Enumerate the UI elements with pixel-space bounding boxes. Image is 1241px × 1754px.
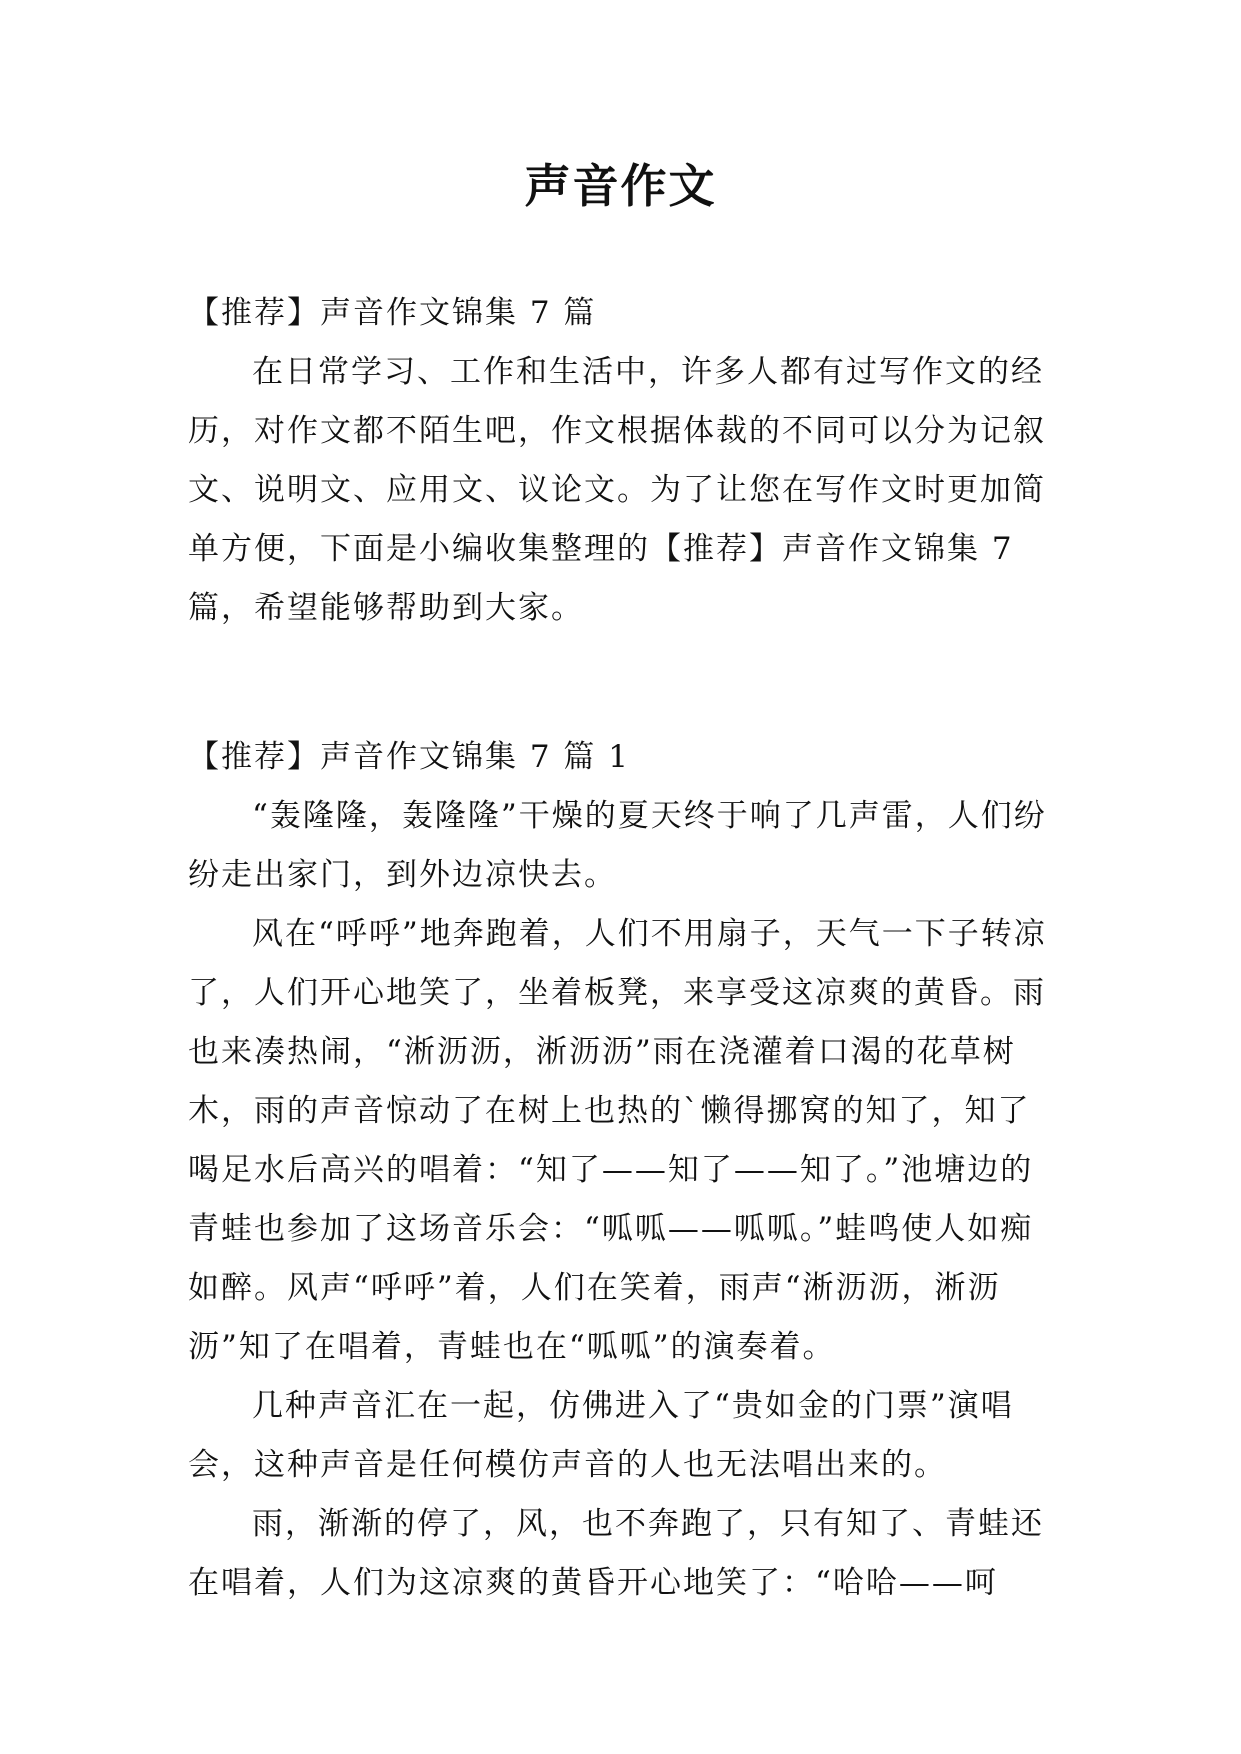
body-paragraph: 风在“呼呼”地奔跑着，人们不用扇子，天气一下子转凉了，人们开心地笑了，坐着板凳，来享受这凉爽的黄昏。雨也来凑热闹，“淅沥沥，淅沥沥”雨在浇灌着口渴的花草树木，雨的声音惊动了在树上也热的`懒得挪窝的知了，知了喝足水后高兴的唱着：“知了——知了——知了。”池塘边的青蛙也参加了这场音乐会：“呱呱——呱呱。”蛙鸣使人如痴如醉。风声“呼呼”着，人们在笑着，雨声“淅沥沥，淅沥沥”知了在唱着，青蛙也在“呱呱”的演奏着。 bbox=[188, 916, 1047, 1365]
body-paragraph: 几种声音汇在一起，仿佛进入了“贵如金的门票”演唱会，这种声音是任何模仿声音的人也无法唱出来的。 bbox=[188, 1388, 1014, 1483]
section-heading: 【推荐】声音作文锦集 7 篇 1 bbox=[188, 739, 631, 775]
section-spacer bbox=[188, 638, 1058, 728]
intro-heading: 【推荐】声音作文锦集 7 篇 bbox=[188, 295, 597, 331]
document-body bbox=[188, 284, 1058, 1613]
intro-paragraph: 在日常学习、工作和生活中，许多人都有过写作文的经历，对作文都不陌生吧，作文根据体裁的不同可以分为记叙文、说明文、应用文、议论文。为了让您在写作文时更加简单方便，下面是小编收集整理的【推荐】声音作文锦集 7 篇，希望能够帮助到大家。 bbox=[188, 354, 1046, 626]
document-title: 声音作文 bbox=[524, 159, 717, 213]
body-paragraph: 雨，渐渐的停了，风，也不奔跑了，只有知了、青蛙还在唱着，人们为这凉爽的黄昏开心地笑了：“哈哈——呵 bbox=[188, 1506, 1044, 1601]
body-paragraph: “轰隆隆，轰隆隆”干燥的夏天终于响了几声雷，人们纷纷走出家门，到外边凉快去。 bbox=[188, 798, 1047, 893]
